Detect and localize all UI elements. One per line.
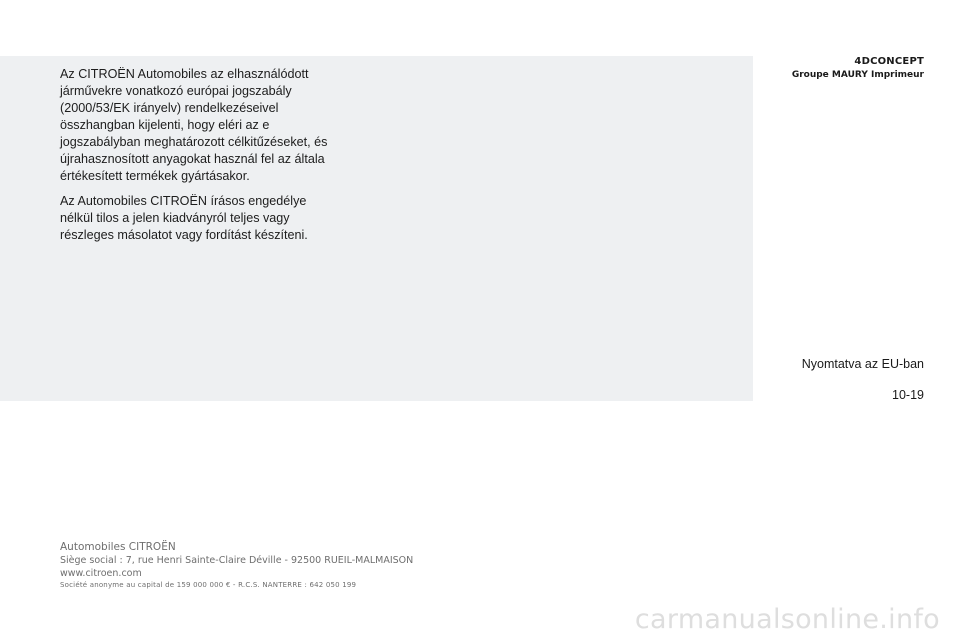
footer-company-name: Automobiles CITROËN [60, 541, 176, 553]
printer-name: 4DCONCEPT [854, 56, 924, 67]
copyright-notice-paragraph: Az Automobiles CITROËN írásos engedélye nélkül tilos a jelen kiadványról teljes vagy részleges másolatot vagy fordítást készíteni. [60, 194, 308, 242]
recycling-notice-paragraph: Az CITROËN Automobiles az elhasználódott járművekre vonatkozó európai jogszabály (2000/53/EK irányelv) rendelkezéseivel összhangban kijelenti, hogy eléri az e jogszabályban meghatározott célkitűzéseket, és újrahasznosított anyagokat használ fel az általa értékesített termékek gyártásakor. [60, 67, 328, 183]
printer-group: Groupe MAURY Imprimeur [791, 70, 924, 80]
printed-in-label: Nyomtatva az EU-ban [801, 357, 924, 371]
footer-address: Siège social : 7, rue Henri Sainte-Claire Déville - 92500 RUEIL-MALMAISON [60, 555, 414, 566]
printer-credit [792, 55, 924, 82]
site-watermark: carmanualsonline.info [634, 604, 940, 635]
company-footer [60, 540, 413, 591]
footer-legal-info: Société anonyme au capital de 159 000 000 € - R.C.S. NANTERRE : 642 050 199 [60, 581, 357, 589]
edition-code: 10-19 [892, 388, 924, 402]
footer-website-link[interactable]: www.citroen.com [60, 568, 142, 579]
